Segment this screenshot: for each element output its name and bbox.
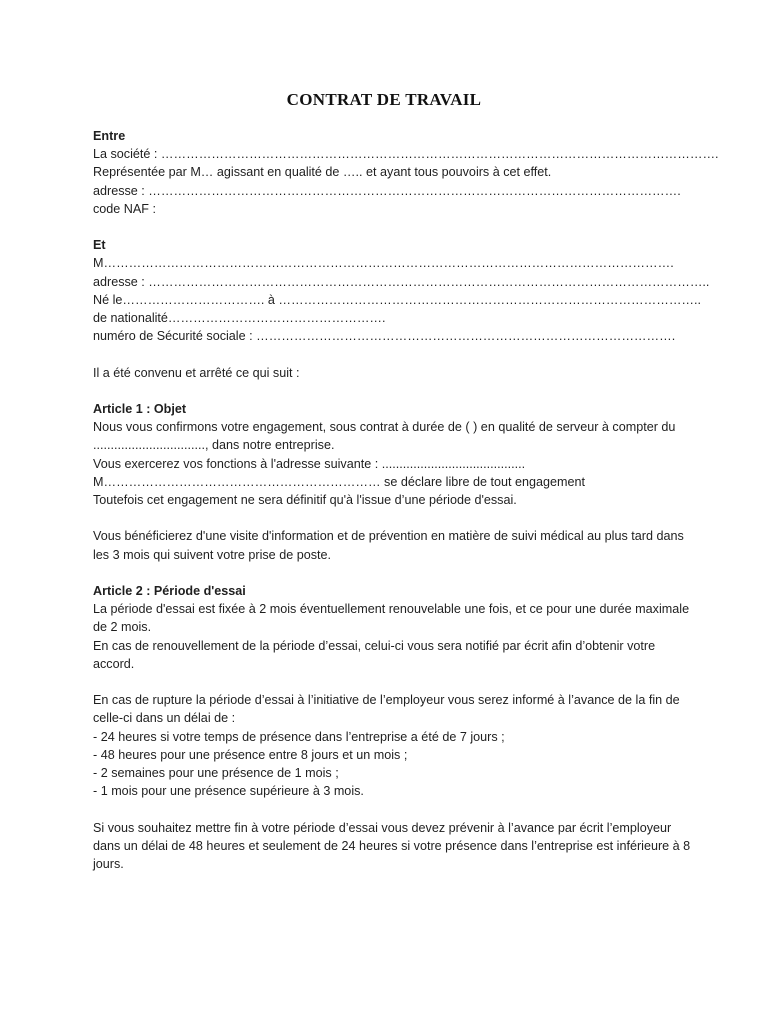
et-heading: Et (93, 238, 106, 253)
list-item: - 2 semaines pour une présence de 1 mois ; (93, 766, 339, 781)
convenu-line: Il a été convenu et arrêté ce qui suit : (93, 365, 300, 380)
list-item: - 24 heures si votre temps de présence dans l’entreprise a été de 7 jours ; (93, 729, 505, 744)
article1-paragraph: Vous exercerez vos fonctions à l'adresse suivante : ......................................... (93, 456, 526, 471)
secu-line: numéro de Sécurité sociale : ………………………………………………………………………………………. (93, 329, 676, 344)
article2-paragraph: La période d'essai est fixée à 2 mois éventuellement renouvelable une fois, et ce pour une durée maximale de 2 mois. (93, 602, 690, 635)
naf-line: code NAF : (93, 201, 156, 216)
spacer (93, 564, 693, 582)
entre-heading: Entre (93, 129, 126, 143)
document-body (93, 127, 719, 873)
nationalite-line: de nationalité……………………………………………. (93, 311, 386, 326)
spacer (93, 218, 693, 236)
m-line: M………………………………………………………………………………………………………………………. (93, 256, 674, 271)
document-title: CONTRAT DE TRAVAIL (286, 90, 482, 109)
article1-paragraph: Nous vous confirmons votre engagement, sous contrat à durée de ( ) en qualité de serveur à compter du ................................, dans notre entreprise. (93, 420, 676, 453)
representee-line: Représentée par M… agissant en qualité de ….. et ayant tous pouvoirs à cet effet. (93, 165, 552, 180)
article2-paragraph: Si vous souhaitez mettre fin à votre période d’essai vous devez prévenir à l’avance par écrit l’employeur dans un délai de 48 heures et seulement de 24 heures si votre présence dans l’entreprise est inférieure à 8 jours. (93, 820, 691, 872)
article1-paragraph: M………………………………………………………… se déclare libre de tout engagement (93, 474, 585, 489)
spacer (93, 382, 693, 400)
spacer (93, 509, 693, 527)
ne-le-line: Né le……………………………. à ……………………………………………………………………………………….. (93, 292, 702, 307)
spacer (93, 345, 693, 363)
article1-paragraph: Toutefois cet engagement ne sera définitif qu'à l'issue d’une période d'essai. (93, 493, 517, 508)
societe-line: La société : ……………………………………………………………………………………………………………………. (93, 147, 719, 162)
article2-heading: Article 2 : Période d'essai (93, 584, 246, 598)
adresse-line: adresse : ………………………………………………………………………………………………………………. (93, 183, 681, 198)
spacer (93, 800, 693, 818)
article1-heading: Article 1 : Objet (93, 402, 187, 416)
article1-paragraph: Vous bénéficierez d'une visite d'information et de prévention en matière de suivi médical au plus tard dans les 3 mois qui suivent votre prise de poste. (93, 529, 684, 562)
adresse2-line: adresse : …………………………………………………………………………………………………………………….. (93, 274, 710, 289)
article2-paragraph: En cas de rupture la période d’essai à l’initiative de l’employeur vous serez informé à l’avance de la fin de celle-ci dans un délai de : (93, 693, 680, 726)
article2-paragraph: En cas de renouvellement de la période d’essai, celui-ci vous sera notifié par écrit afin d’obtenir votre accord. (93, 638, 656, 671)
list-item: - 48 heures pour une présence entre 8 jours et un mois ; (93, 747, 408, 762)
list-item: - 1 mois pour une présence supérieure à 3 mois. (93, 784, 364, 799)
spacer (93, 673, 693, 691)
